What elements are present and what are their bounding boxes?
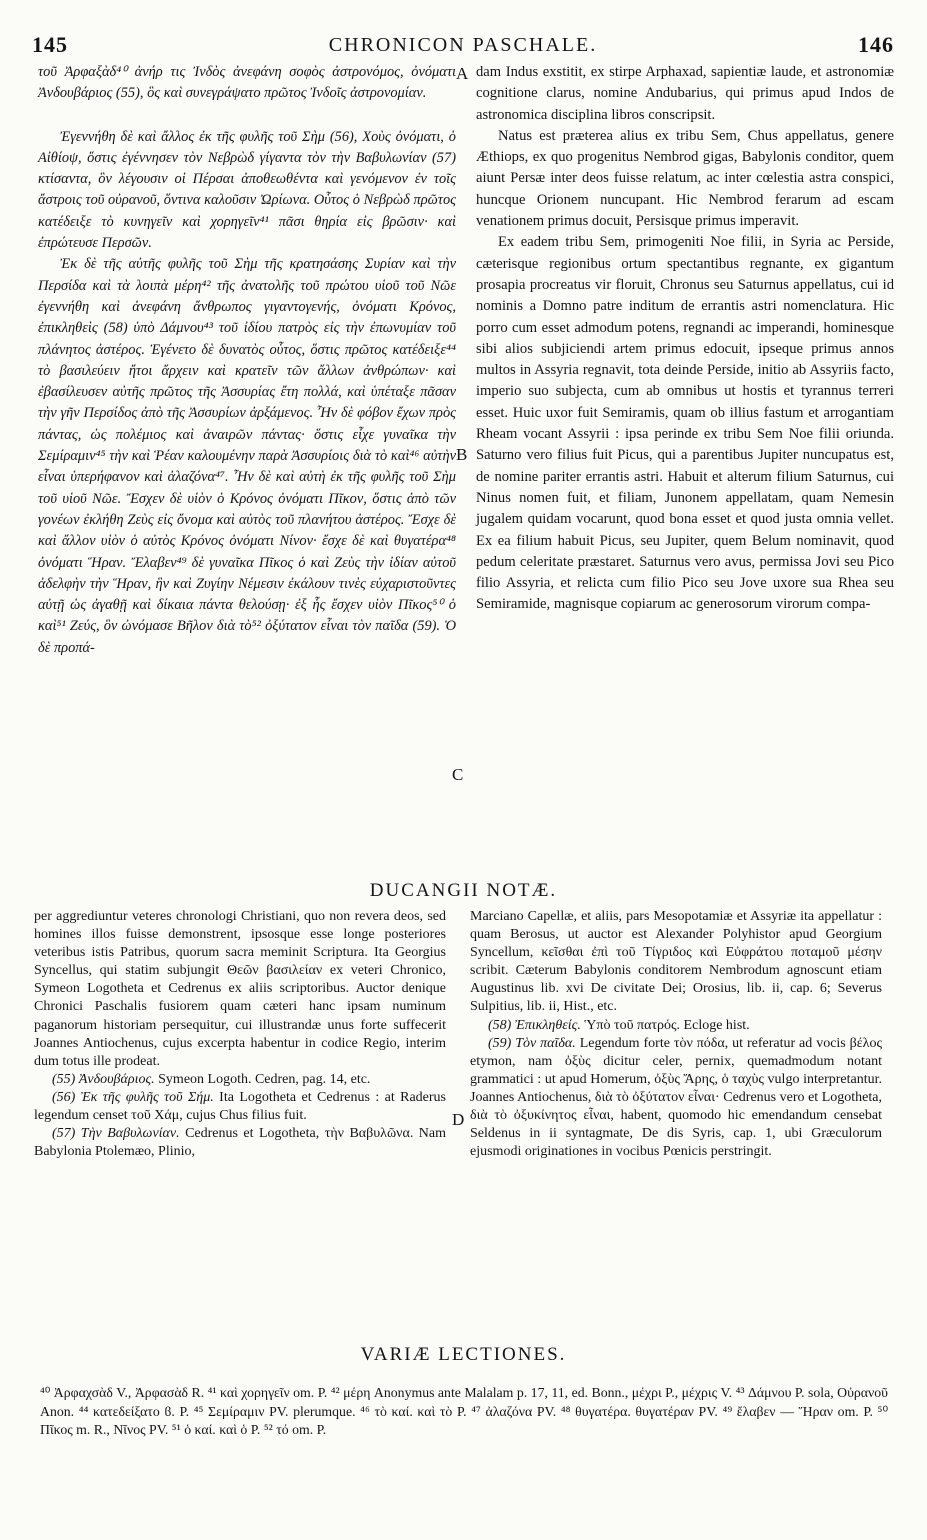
variants-heading: VARIÆ LECTIONES. bbox=[360, 1344, 567, 1365]
latin-paragraph-1: dam Indus exstitit, ex stirpe Arphaxad, sapientiæ laude, et astronomiæ cognitione clarus, nomine Andubarius, qui primus apud Indos de astronomica disciplina libros conscripsit. bbox=[476, 64, 894, 123]
greek-paragraph-2: Ἐγεννήθη δὲ καὶ ἄλλος ἐκ τῆς φυλῆς τοῦ Σὴμ (56), Χοὺς ὀνόματι, ὁ Αἰθίοψ, ὅστις ἐγέννησεν τὸν Νεβρὼδ γίγαντα τὸν τὴν Βαβυλωνίαν (57) κτίσαντα, ὃν λέγουσιν οἱ Πέρσαι ἀποθεωθέντα καὶ γενόμενον ἐν τοῖς ἄστροις τοῦ οὐρανοῦ, ὅντινα καλοῦσιν Ὠρίωνα. Οὗτος ὁ Νεβρὼδ πρῶτος κατέδειξε τὸ κυνηγεῖν καὶ χορηγεῖν⁴¹ πᾶσι θηρία εἰς βρῶσιν· καὶ ἐπρώτευσε Περσῶν. bbox=[38, 128, 456, 252]
note-55-label: (55) Ἀνδουβάριος. bbox=[52, 1071, 155, 1087]
note-58-label: (58) Ἐπικληθείς. bbox=[488, 1017, 581, 1033]
latin-paragraph-3: Ex eadem tribu Sem, primogeniti Noe filii, in Syria ac Perside, cæterisque regionibus ortum spectantibus regnante, ex gigantum prosapia procreatus vir floruit, Chronus seu Saturnus appellatus, cui id nominis a Domno patre inditum de errantis astri nomenclatura. Hic porro cum esset admodum potens, regnandi ac imperandi, hominesque sibi alios subjiciendi artem primus edocuit, ipseque primus annos multos in Assyria regnavit, tota deinde Perside, initio ab Assyriis facto, imperio suo subjecta, cum ab omnibus ut hostis et tyrannus terreri esset. Huic uxor fuit Semiramis, quam ob illius fastum et arrogantiam Rheam vocant Assyrii : ipsa perinde ex tribu Sem Noe filii oriunda. Saturno vero filius fuit Picus, qui a parentibus Jupiter nuncupatus est, de nomine pariter errantis astri. Habuit et alterum filium Saturnus, cui Ninus nomen fuit, et filiam, Junonem appellatam, quam Nemesin jugalem quidam vocarunt, quod bona esset et quod justa omnia vellet. Ex ea filium habuit Picus, seu Jupiter, quem Belum nominavit, quod pedum celeritate præstaret. Saturnus vero avus, permissa Jovi seu Pico filio Assyria, et relicta cum filio Pico seu Jove uxore sua Rhea seu Semiramide, magnisque copiarum ac generosorum virorum compa- bbox=[476, 234, 894, 613]
note-59-text: Legendum forte τὸν πόδα, ut referatur ad vocis βέλος etymon, nam ὀξὺς dicitur celer, pernix, quemadmodum notant grammatici : ut apud Homerum, ὀξὺς Ἄρης, ὁ ταχὺς vulgo interpretantur. Joannes Antiochenus, διὰ τὸ ὀξύτατον εἶναι· Cedrenus vero et Logotheta, διὰ τὸ ὀξυκίνητος εἶναι, habent, quomodo hic emendandum censebat Seldenus in ii syntagmate, De dis Syris, cap. 1, ubi Græculorum ejusmodi originationes in vocibus Pœnicis perstringit. bbox=[470, 1035, 882, 1160]
note-57 bbox=[34, 1125, 446, 1161]
running-title: CHRONICON PASCHALE. bbox=[328, 34, 598, 56]
right-page-number: 146 bbox=[858, 32, 894, 57]
notes-left-column bbox=[34, 908, 446, 1161]
running-head bbox=[32, 32, 894, 62]
note-intro-left: per aggrediuntur veteres chronologi Christiani, quo non revera deos, sed homines illos fuisse demonstrent, ipsosque esse longe posteriores veteribus istis Patribus, quorum sacra meminit Scriptura. Ita Georgius Syncellus, qui statim subjungit Θεῶν βασιλείαν ex veteri Chronico, Symeon Logotheta et Cedrenus ex aliis scriptoribus. Auctor denique Chronici Paschalis fusiorem quam cæteri hanc ipsam numinum paganorum historiam persequitur, cui illustrandæ unus forte suffecerit Joannes Antiochenus, cujus excerpta habentur in codice Regio, interim dum totus ille prodeat. bbox=[34, 909, 446, 1069]
latin-paragraph-2: Natus est præterea alius ex tribu Sem, Chus appellatus, genere Æthiops, ex quo progenitus Nembrod gigas, Babylonis conditor, quem aiunt Persæ inter deos fuisse relatum, ac inter cœlestia astra conspici, huncque Orionem nuncupant. Hic Nembrod ferarum ad escam venationem primus docuit, Persisque primus imperavit. bbox=[476, 127, 894, 230]
latin-text-column bbox=[476, 62, 894, 616]
note-55-text: Symeon Logoth. Cedren, pag. 14, etc. bbox=[158, 1071, 371, 1087]
margin-mark-b: B bbox=[456, 445, 468, 464]
left-page-number: 145 bbox=[32, 32, 68, 57]
notes-heading: DUCANGII NOTÆ. bbox=[369, 880, 558, 901]
note-57-label: (57) Τὴν Βαβυλωνίαν. bbox=[52, 1126, 180, 1142]
note-56-label: (56) Ἐκ τῆς φυλῆς τοῦ Σήμ. bbox=[52, 1089, 214, 1105]
greek-text-column bbox=[38, 62, 456, 659]
note-56-text: Ita Logotheta et Cedrenus : at Raderus legendum censet τοῦ Χάμ, cujus Chus filius fuit. bbox=[34, 1089, 447, 1124]
variant-readings: ⁴⁰ Ἀρφαχσὰδ V., Ἀρφασὰδ R. ⁴¹ καὶ χορηγεῖν om. P. ⁴² μέρη Anonymus ante Malalam p. 17, 11, ed. Bonn., μέχρι P., μέχρις V. ⁴³ Δάμνου P. sola, Οὐρανοῦ Anon. ⁴⁴ κατεδείξατο ϐ. P. ⁴⁵ Σεμίραμιν PV. plerumque. ⁴⁶ τὸ καί. καὶ τὸ P. ⁴⁷ ἀλαζόνα PV. ⁴⁸ θυγατέρα. θυγατέραν PV. ⁴⁹ ἔλαβεν — Ἥραν om. P. ⁵⁰ Πῖκος m. R., Νῖνος PV. ⁵¹ ὁ καί. καὶ ὁ P. ⁵² τό om. P. bbox=[40, 1385, 888, 1437]
greek-paragraph-3: Ἐκ δὲ τῆς αὐτῆς φυλῆς τοῦ Σὴμ τῆς κρατησάσης Συρίαν καὶ τὴν Περσίδα καὶ τὰ λοιπὰ μέρη⁴² τῆς ἀνατολῆς τοῦ πρώτου υἱοῦ τοῦ Νῶε ἐγεννήθη καὶ ἀνεφάνη ἄνθρωπος γιγαντογενής, ὀνόματι Κρόνος, ἐπικληθεὶς (58) ὑπὸ Δάμνου⁴³ τοῦ ἰδίου πατρὸς εἰς τὴν ἐπωνυμίαν τοῦ πλάνητος ἀστέρος. Ἐγένετο δὲ δυνατὸς οὗτος, ὅστις πρῶτος κατέδειξε⁴⁴ τὸ βασιλεύειν ἤτοι ἄρχειν καὶ κρατεῖν τῶν ἄλλων ἀνθρώπων· καὶ ἐβασίλευσεν αὐτῆς πρῶτος τῆς Ἀσσυρίας ἔτη πολλά, καὶ ὑπέταξε πᾶσαν τὴν γῆν Περσίδος ἀπὸ τῆς Ἀσσυρίων ἀρξάμενος. Ἦν δὲ φόβον ἔχων πρὸς πάντας, ὡς πολέμιος καὶ ἀναιρῶν πάντας· ὅστις εἶχε γυναῖκα τὴν Σεμίραμιν⁴⁵ τὴν καὶ Ῥέαν καλουμένην παρὰ Ἀσσυρίοις διὰ τὸ καὶ⁴⁶ αὐτὴν εἶναι ὑπερήφανον καὶ ἀλαζόνα⁴⁷. Ἦν δὲ καὶ αὐτὴ ἐκ τῆς φυλῆς τοῦ Σὴμ τοῦ υἱοῦ Νῶε. Ἔσχεν δὲ υἱὸν ὁ Κρόνος ὀνόματι Πῖκον, ὅστις ἀπὸ τῶν γονέων ἐκλήθη Ζεὺς εἰς ὄνομα καὶ αὐτὸς τοῦ πλανήτου ἀστέρος. Ἔσχε δὲ καὶ ἄλλον υἱὸν ὁ αὐτὸς Κρόνος ὀνόματι Νίνον· ἔσχε δὲ καὶ θυγατέρα⁴⁸ ὀνόματι Ἥραν. Ἔλαβεν⁴⁹ δὲ γυναῖκα Πῖκος ὁ καὶ Ζεὺς τὴν ἰδίαν αὐτοῦ ἀδελφὴν τὴν Ἥραν, ἣν καὶ Ζυγίην Νέμεσιν ἐκάλουν τινὲς εὐχαριστοῦντες αὐτῇ ὡς ἀγαθῇ καὶ δίκαια πάντα θελούσῃ· ἐξ ἧς ἔσχεν υἱὸν Πῖκος⁵⁰ ὁ καὶ⁵¹ Ζεύς, ὃν ὠνόμασε Βῆλον διὰ τὸ⁵² ὀξύτατον εἶναι τὸν παῖδα (59). Ὁ δὲ προπά- bbox=[38, 256, 456, 656]
note-59-label: (59) Τὸν παῖδα. bbox=[488, 1035, 576, 1051]
note-57-text: Cedrenus et Logotheta, τὴν Βαβυλῶνα. Nam Babylonia Ptolemæo, Plinio, bbox=[34, 1126, 447, 1160]
margin-mark-c: C bbox=[452, 765, 464, 784]
note-55 bbox=[34, 1071, 446, 1089]
greek-paragraph-1: τοῦ Ἀρφαξὰδ⁴⁰ ἀνήρ τις Ἰνδὸς ἀνεφάνη σοφὸς ἀστρονόμος, ὀνόματι Ἀνδουβάριος (55), ὃς καὶ συνεγράψατο πρῶτος Ἰνδοῖς ἀστρονομίαν. bbox=[38, 64, 456, 102]
note-59 bbox=[470, 1035, 882, 1162]
note-58-text: Ὑπὸ τοῦ πατρός. Ecloge hist. bbox=[584, 1017, 750, 1033]
note-56 bbox=[34, 1089, 446, 1125]
margin-mark-a: A bbox=[456, 64, 469, 83]
note-intro-right: Marciano Capellæ, et aliis, pars Mesopotamiæ et Assyriæ ita appellatur : quam Berosus, ut auctor est Alexander Polyhistor apud Georgium Syncellum, κεῖσθαι ἐπὶ τοῦ Τίγριδος καὶ Εὐφράτου ποταμοῦ μέσην scribit. Cæterum Babylonis conditorem Nembrodum agnoscunt etiam Augustinus lib. xvi De civitate Dei; Orosius, lib. ii, cap. 6; Severus Sulpitius, lib. ii, Hist., etc. bbox=[470, 909, 882, 1015]
note-58 bbox=[470, 1017, 882, 1035]
margin-mark-d: D bbox=[452, 1110, 465, 1129]
notes-right-column bbox=[470, 908, 882, 1161]
